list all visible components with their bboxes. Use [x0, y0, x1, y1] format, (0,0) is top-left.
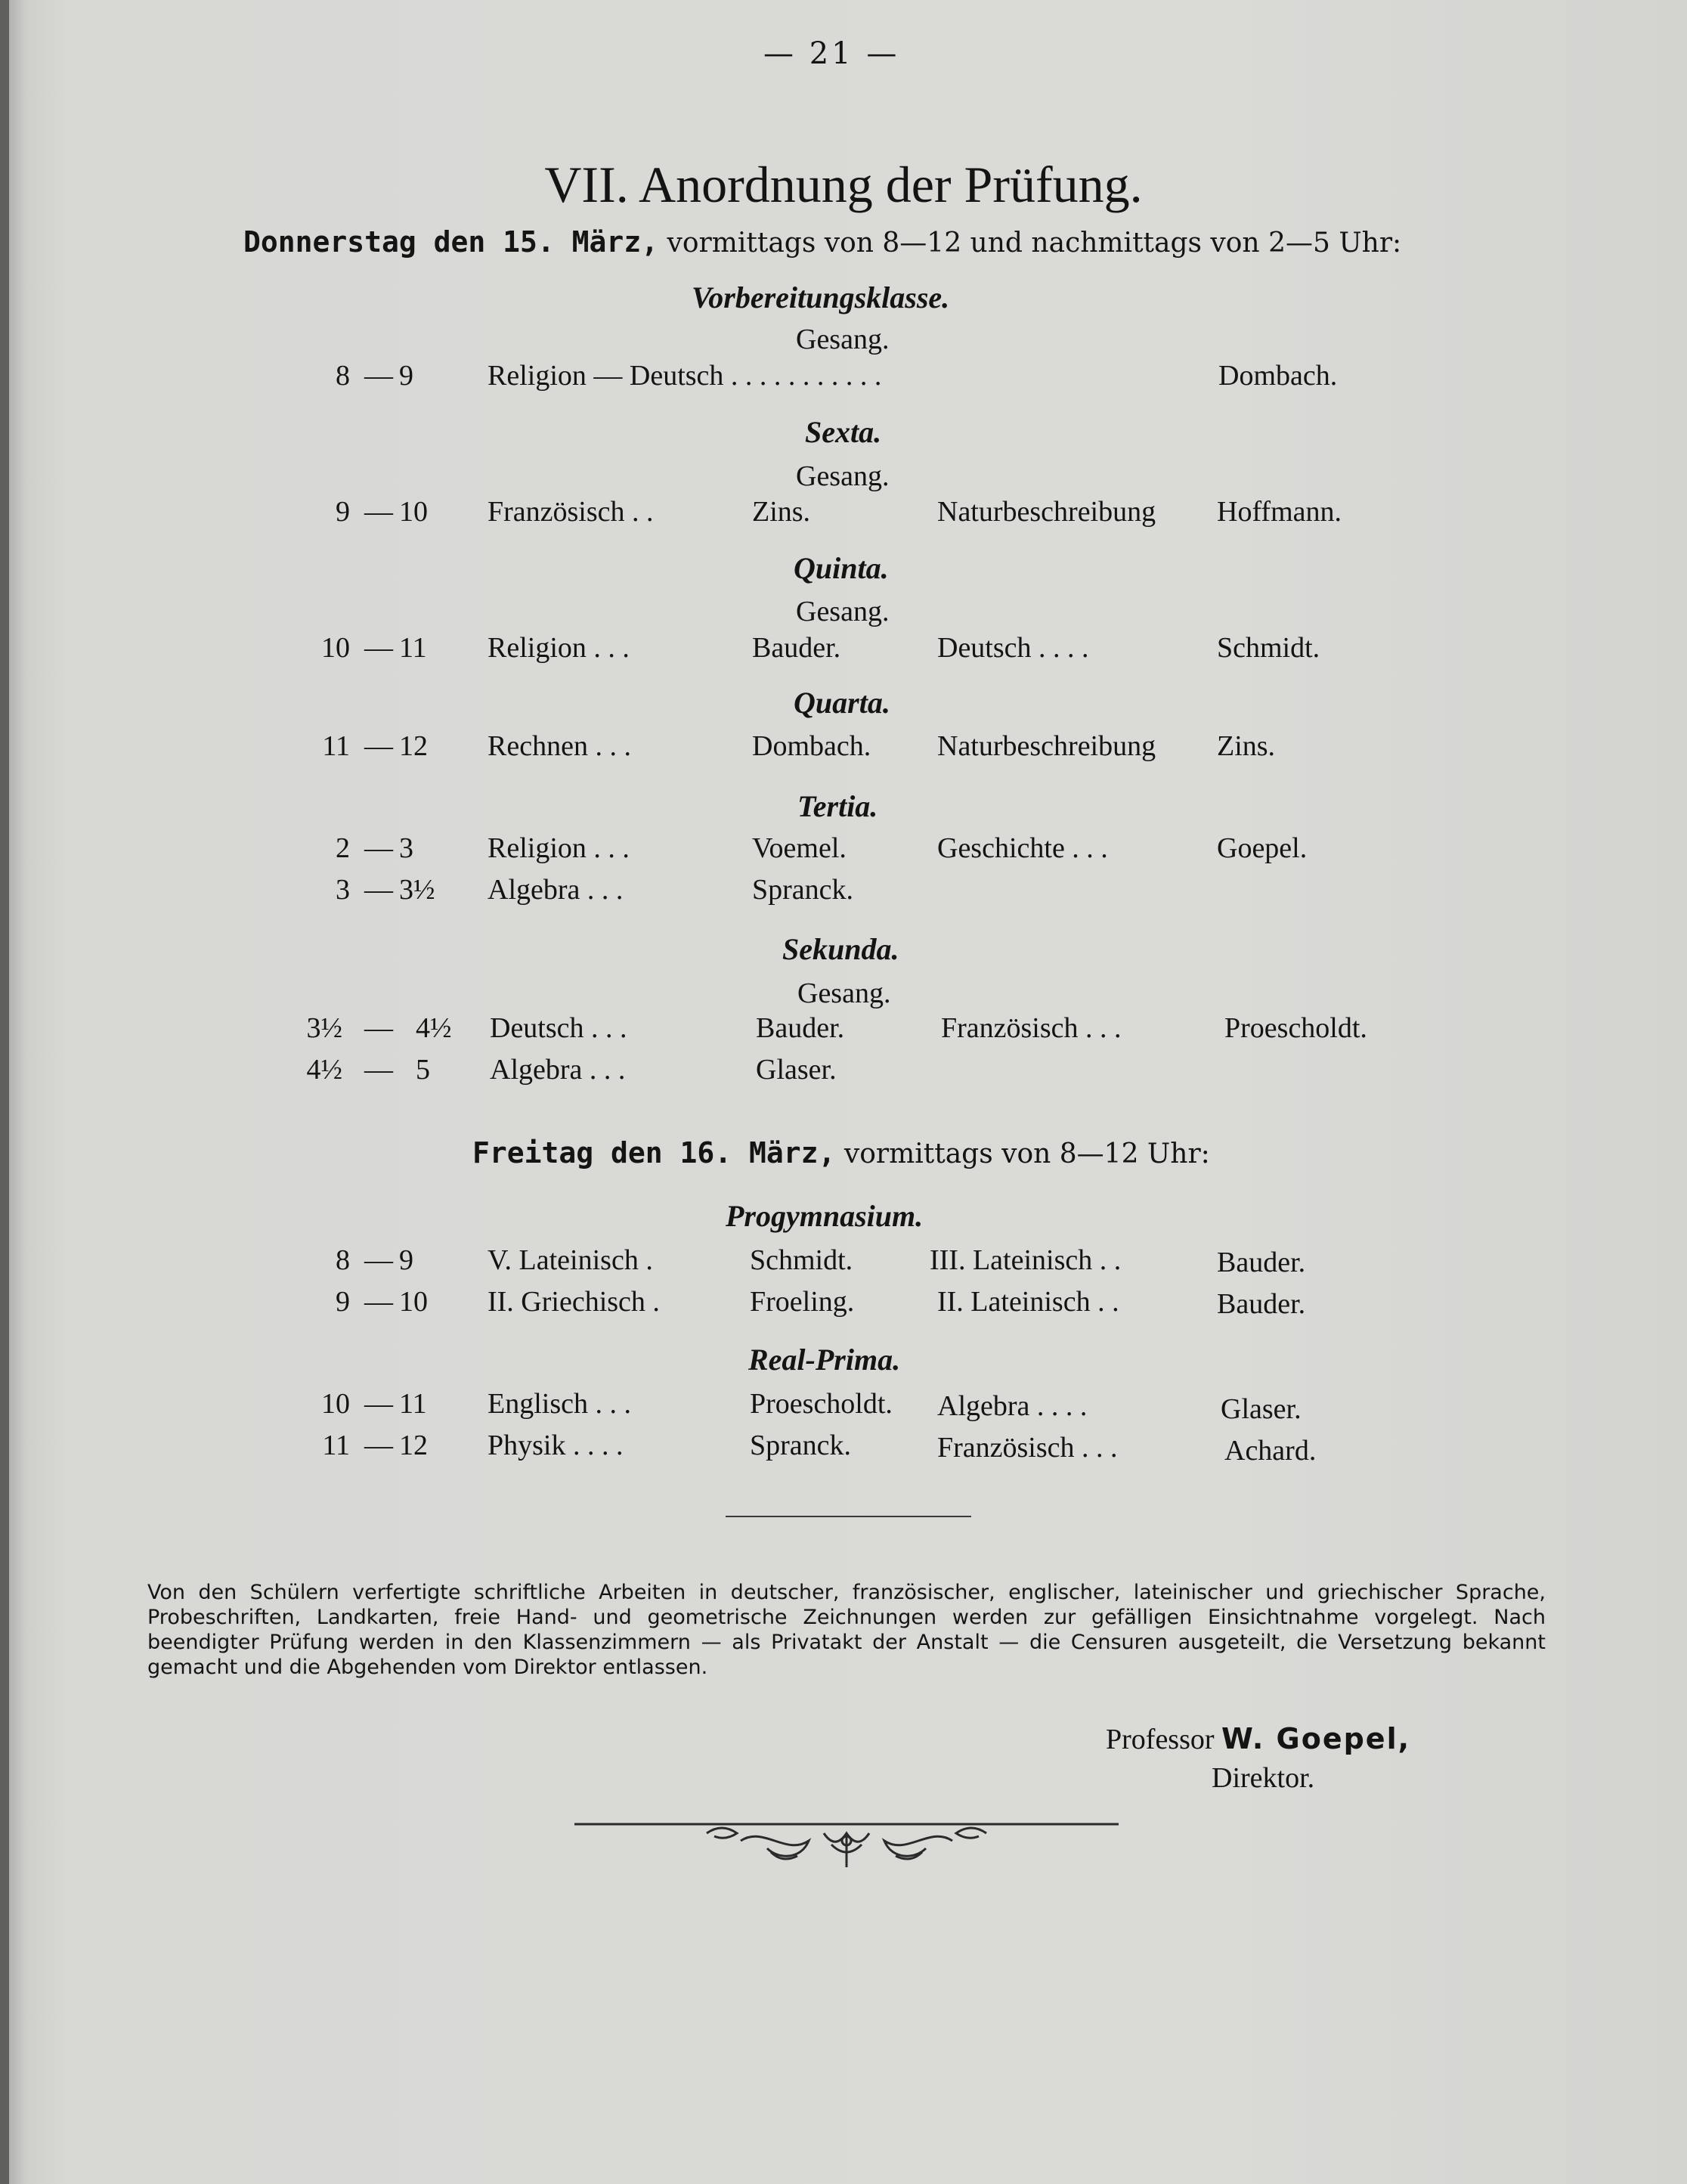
time-end: 4½ [416, 1012, 452, 1044]
class-heading: Quarta. [794, 686, 890, 720]
subject: Französisch . . . [937, 1432, 1118, 1464]
class-heading: Vorbereitungsklasse. [692, 280, 950, 314]
time-dash: — [364, 1430, 393, 1461]
time-start: 9 [336, 496, 350, 528]
ornament-flourish [707, 1828, 986, 1867]
time-end: 9 [399, 1244, 413, 1276]
teacher: Proescholdt. [750, 1388, 893, 1420]
time-end: 5 [416, 1054, 430, 1086]
gesang-label: Gesang. [796, 460, 890, 492]
day1-prefix: Donnerstag den 15. März, [243, 225, 659, 259]
footnote-text: Von den Schülern verfertigte schriftliche Arbeiten in deutscher, französischer, englischer, lateinischer und griechischer Sprache, Probeschriften, Landkarten, freie Hand- und geometrische Zeichnungen werden zur gefälligen Einsichtnahme vorgelegt. Nach beendigter Prüfung werden in den Klassenzimmern — als Privatakt der Anstalt — die Censuren ausgeteilt, die Versetzung bekannt gemacht und die Abgehenden vom Direktor entlassen. [147, 1581, 1546, 1679]
subject: Deutsch . . . . [937, 632, 1089, 664]
teacher: Zins. [1217, 730, 1276, 762]
time-end: 3½ [399, 874, 435, 906]
subject: V. Lateinisch . [488, 1244, 653, 1276]
subject: Naturbeschreibung [937, 496, 1156, 528]
subject: Physik . . . . [488, 1430, 624, 1461]
section-title: VII. Anordnung der Prüfung. [544, 156, 1143, 213]
time-start: 11 [322, 730, 350, 762]
teacher: Bauder. [1217, 1247, 1306, 1278]
class-heading: Sekunda. [782, 932, 899, 966]
teacher: Spranck. [750, 1430, 852, 1461]
teacher: Glaser. [756, 1054, 837, 1086]
gesang-label: Gesang. [796, 596, 890, 627]
day1-heading [243, 225, 1401, 259]
subject: Französisch . . [488, 496, 654, 528]
time-start: 3 [336, 874, 350, 906]
teacher: Dombach. [1218, 360, 1338, 392]
time-dash: — [364, 360, 393, 392]
class-heading: Tertia. [797, 789, 878, 823]
day1-times: vormittags von 8—12 und nachmittags von 2—5 Uhr: [667, 228, 1402, 259]
signature-role: Direktor. [1212, 1762, 1315, 1794]
time-start: 10 [321, 1388, 350, 1420]
time-end: 12 [399, 1430, 428, 1461]
time-dash: — [364, 874, 393, 906]
time-end: 9 [399, 360, 413, 392]
time-start: 3½ [306, 1012, 342, 1044]
teacher: Voemel. [752, 832, 847, 864]
gesang-label: Gesang. [797, 977, 891, 1009]
time-start: 9 [336, 1286, 350, 1318]
time-dash: — [364, 1388, 393, 1420]
time-end: 10 [399, 496, 428, 528]
separator-rule [726, 1516, 971, 1517]
day2-times: vormittags von 8—12 Uhr: [844, 1138, 1210, 1169]
time-end: 12 [399, 730, 428, 762]
subject: Algebra . . . [490, 1054, 626, 1086]
time-start: 10 [321, 632, 350, 664]
time-start: 4½ [306, 1054, 342, 1086]
class-heading: Quinta. [794, 551, 889, 585]
time-end: 11 [399, 1388, 427, 1420]
time-dash: — [364, 832, 393, 864]
teacher: Achard. [1224, 1435, 1317, 1467]
teacher: Glaser. [1221, 1393, 1302, 1425]
time-start: 2 [336, 832, 350, 864]
teacher: Dombach. [752, 730, 871, 762]
subject: Algebra . . . . [937, 1390, 1088, 1422]
time-end: 10 [399, 1286, 428, 1318]
class-heading: Sexta. [805, 415, 882, 449]
subject: Geschichte . . . [937, 832, 1108, 864]
subject: Religion . . . [488, 832, 630, 864]
teacher: Spranck. [752, 874, 854, 906]
teacher: Proescholdt. [1224, 1012, 1367, 1044]
book-spine [0, 0, 9, 2184]
teacher: Froeling. [750, 1286, 855, 1318]
signature-title: Professor [1106, 1724, 1215, 1755]
subject: Algebra . . . [488, 874, 624, 906]
time-end: 11 [399, 632, 427, 664]
class-heading: Progymnasium. [726, 1199, 924, 1233]
time-dash: — [364, 1286, 393, 1318]
day2-prefix: Freitag den 16. März, [472, 1136, 836, 1169]
teacher: Goepel. [1217, 832, 1308, 864]
time-end: 3 [399, 832, 413, 864]
teacher: Bauder. [756, 1012, 845, 1044]
teacher: Bauder. [752, 632, 841, 664]
teacher: Schmidt. [750, 1244, 853, 1276]
time-dash: — [364, 1244, 393, 1276]
teacher: Schmidt. [1217, 632, 1320, 664]
teacher: Bauder. [1217, 1288, 1306, 1320]
signature-line [1106, 1722, 1410, 1756]
subject: III. Lateinisch . . [930, 1244, 1122, 1276]
subject: Rechnen . . . [488, 730, 631, 762]
subject: Naturbeschreibung [937, 730, 1156, 762]
subject: Französisch . . . [941, 1012, 1122, 1044]
time-dash: — [364, 1012, 393, 1044]
signature-name: W. Goepel, [1221, 1722, 1411, 1755]
teacher: Hoffmann. [1217, 496, 1342, 528]
page-number: — 21 — [763, 36, 900, 71]
gesang-label: Gesang. [796, 324, 890, 355]
subject: Englisch . . . [488, 1388, 631, 1420]
subject: II. Lateinisch . . [937, 1286, 1119, 1318]
time-start: 8 [336, 360, 350, 392]
ornament-divider [574, 1811, 1119, 1879]
subject: Religion — Deutsch . . . . . . . . . . . [488, 360, 882, 392]
time-dash: — [364, 730, 393, 762]
time-dash: — [364, 1054, 393, 1086]
class-heading: Real-Prima. [748, 1343, 901, 1377]
teacher: Zins. [752, 496, 811, 528]
time-start: 11 [322, 1430, 350, 1461]
subject: Deutsch . . . [490, 1012, 627, 1044]
time-dash: — [364, 632, 393, 664]
time-start: 8 [336, 1244, 350, 1276]
time-dash: — [364, 496, 393, 528]
subject: II. Griechisch . [488, 1286, 660, 1318]
subject: Religion . . . [488, 632, 630, 664]
day2-heading [472, 1136, 1210, 1169]
